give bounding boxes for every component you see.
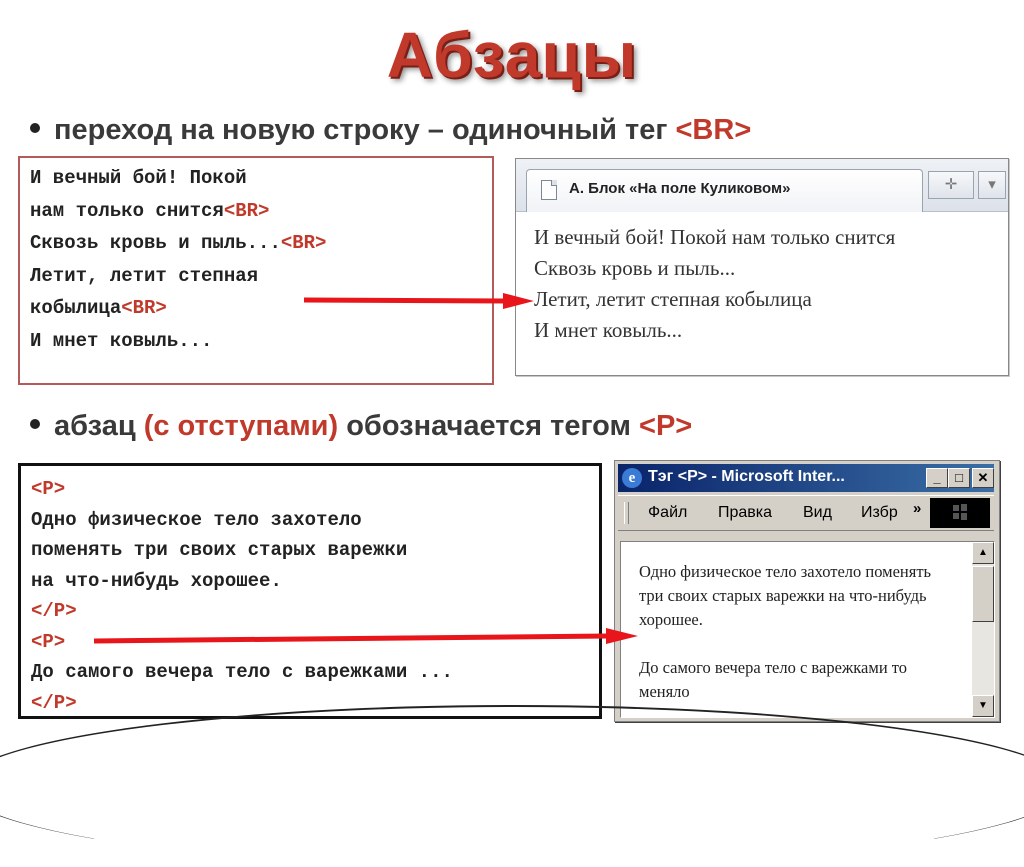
- code-line: [30, 195, 482, 228]
- bullet-p: [30, 410, 692, 443]
- tab-title: А. Блок «На поле Куликовом»: [569, 180, 791, 197]
- menu-view[interactable]: Вид: [803, 504, 832, 521]
- toolbar-grip[interactable]: [624, 502, 629, 524]
- maximize-button[interactable]: □: [948, 468, 970, 488]
- content-line: И мнет ковыль...: [534, 318, 683, 342]
- window-title: Тэг <P> - Microsoft Inter...: [648, 468, 845, 485]
- menu-edit[interactable]: Правка: [718, 504, 773, 521]
- vertical-scrollbar[interactable]: [972, 542, 994, 717]
- internet-explorer-icon: e: [622, 468, 642, 488]
- browser-window-2: [614, 460, 1000, 722]
- code-line: [30, 227, 482, 260]
- paragraph-1: Одно физическое тело захотело поменять три своих старых варежки на что-нибудь хорошее.: [639, 562, 932, 629]
- code-line: [31, 657, 589, 688]
- code-tag: <BR>: [280, 232, 327, 254]
- slide-title: Абзацы: [386, 19, 638, 91]
- code-tag: <BR>: [223, 199, 270, 222]
- arrow-line: [304, 300, 505, 301]
- bullet-p-text: абзац: [54, 410, 144, 442]
- code-text: Летит, летит степная: [30, 264, 259, 287]
- br-tag: <BR>: [675, 114, 752, 146]
- page-content: [516, 212, 1008, 356]
- code-line: [30, 325, 482, 358]
- menu-favorites[interactable]: Избр: [861, 504, 898, 521]
- code-text: Сквозь кровь и пыль...: [30, 232, 281, 254]
- code-text: И вечный бой! Покой: [30, 167, 247, 189]
- new-tab-button[interactable]: ✛: [928, 171, 974, 199]
- arrow-p: [90, 628, 650, 652]
- content-line: Сквозь кровь и пыль...: [534, 256, 736, 280]
- code-text: поменять три своих старых варежки: [31, 539, 408, 561]
- close-button[interactable]: ✕: [972, 468, 994, 488]
- content-line: И вечный бой! Покой нам только снится: [534, 225, 896, 249]
- code-line: [31, 535, 589, 566]
- paragraph-2: До самого вечера тело с варежками то меняло: [639, 658, 908, 701]
- code-line: [31, 474, 589, 505]
- content-line: Летит, летит степная кобылица: [534, 287, 812, 311]
- arrow-line: [94, 636, 608, 641]
- code-text: кобылица: [30, 297, 122, 319]
- arrow-head: [503, 293, 534, 309]
- windows-logo: [930, 498, 990, 528]
- bullet-p-highlight: (с отступами): [143, 410, 339, 442]
- code-text: И мнет ковыль...: [30, 329, 213, 352]
- minimize-button[interactable]: _: [926, 468, 948, 488]
- code-text: нам только снится: [30, 199, 224, 222]
- code-tag: <BR>: [121, 297, 167, 319]
- code-text: До самого вечера тело с варежками ...: [31, 661, 453, 683]
- arrow-head: [606, 628, 638, 644]
- windows-flag-icon: [930, 498, 990, 528]
- browser-viewport: [620, 541, 995, 718]
- bullet-br: [30, 114, 751, 147]
- bullet-p-text-2: обозначается тегом: [338, 410, 640, 442]
- bullet-br-text: переход на новую строку – одиночный тег: [54, 114, 676, 146]
- code-text: Одно физическое тело захотело: [31, 508, 362, 531]
- menu-bar: [618, 495, 994, 531]
- window-titlebar: [618, 464, 994, 492]
- viewport-text: [639, 560, 959, 728]
- browser-tab[interactable]: [526, 169, 923, 212]
- code-text: на что-нибудь хорошее.: [31, 569, 282, 592]
- browser-window-1: [515, 158, 1009, 376]
- code-block-p: [18, 463, 602, 719]
- scroll-thumb[interactable]: [972, 566, 994, 622]
- tab-bar: [516, 159, 1008, 212]
- menu-file[interactable]: Файл: [648, 504, 688, 521]
- code-tag: </P>: [31, 600, 77, 622]
- p-tag: <P>: [639, 410, 693, 442]
- code-tag: <P>: [31, 630, 66, 653]
- code-tag: <P>: [31, 478, 66, 500]
- code-line: [31, 596, 589, 627]
- code-line: [30, 260, 482, 293]
- scroll-up-button[interactable]: ▲: [972, 542, 994, 564]
- scroll-down-button[interactable]: ▼: [972, 695, 994, 717]
- bullet-dot: [30, 419, 40, 429]
- code-line: [30, 162, 482, 195]
- decorative-curve: [0, 705, 1024, 867]
- arrow-br: [300, 290, 540, 312]
- code-tag: </P>: [31, 691, 77, 714]
- bullet-dot: [30, 123, 40, 133]
- chevron-more-icon[interactable]: »: [913, 500, 922, 517]
- code-block-br: [18, 156, 494, 385]
- code-line: [31, 505, 589, 536]
- tab-menu-button[interactable]: ▾: [978, 171, 1006, 199]
- document-icon: [541, 180, 557, 200]
- code-line: [31, 566, 589, 597]
